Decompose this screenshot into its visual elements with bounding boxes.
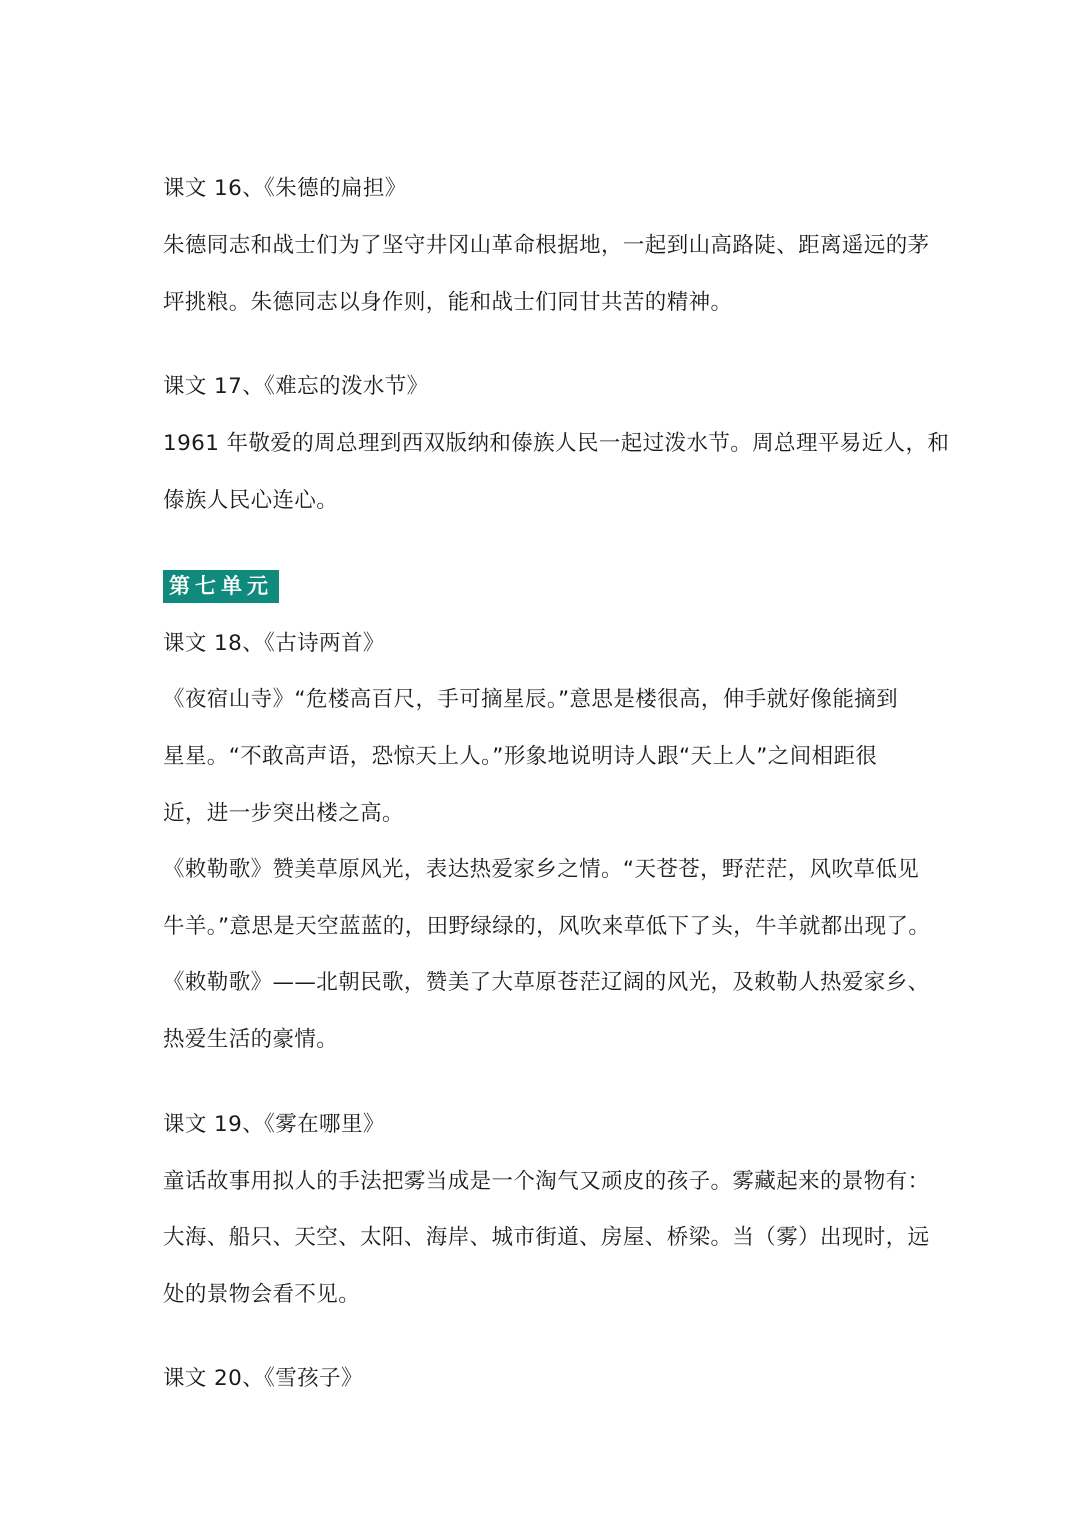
lesson-16-text-line-2: 坪挑粮。朱德同志以身作则，能和战士们同甘共苦的精神。 xyxy=(163,290,733,315)
lesson-18-text-line-2: 星星。“不敢高声语，恐惊天上人。”形象地说明诗人跟“天上人”之间相距很 xyxy=(163,744,878,769)
lesson-17-text-line-1: 1961 年敬爱的周总理到西双版纳和傣族人民一起过泼水节。周总理平易近人，和 xyxy=(163,431,950,456)
lesson-16-title: 课文 16、《朱德的扁担》 xyxy=(163,176,407,201)
lesson-17-text-line-2: 傣族人民心连心。 xyxy=(163,488,339,513)
lesson-18-text-line-3: 近，进一步突出楼之高。 xyxy=(163,801,404,826)
lesson-18-text-line-4: 《敕勒歌》赞美草原风光，表达热爱家乡之情。“天苍苍，野茫茫，风吹草低见 xyxy=(163,857,920,882)
lesson-18-text-line-6: 《敕勒歌》——北朝民歌，赞美了大草原苍茫辽阔的风光，及敕勒人热爱家乡、 xyxy=(163,970,930,995)
lesson-16-text-line-1: 朱德同志和战士们为了坚守井冈山革命根据地，一起到山高路陡、距离遥远的茅 xyxy=(163,233,930,258)
lesson-18-text-line-1: 《夜宿山寺》“危楼高百尺，手可摘星辰。”意思是楼很高，伸手就好像能摘到 xyxy=(163,687,899,712)
lesson-19-text-line-2: 大海、船只、天空、太阳、海岸、城市街道、房屋、桥梁。当（雾）出现时，远 xyxy=(163,1225,930,1250)
unit-7-heading: 第七单元 xyxy=(163,570,279,603)
lesson-18-text-line-5: 牛羊。”意思是天空蓝蓝的，田野绿绿的，风吹来草低下了头，牛羊就都出现了。 xyxy=(163,914,931,939)
lesson-18-title: 课文 18、《古诗两首》 xyxy=(163,631,385,656)
lesson-19-text-line-3: 处的景物会看不见。 xyxy=(163,1282,361,1307)
lesson-19-title: 课文 19、《雾在哪里》 xyxy=(163,1112,385,1137)
lesson-20-title: 课文 20、《雪孩子》 xyxy=(163,1366,363,1391)
lesson-17-title: 课文 17、《难忘的泼水节》 xyxy=(163,374,429,399)
lesson-18-text-line-7: 热爱生活的豪情。 xyxy=(163,1027,339,1052)
lesson-19-text-line-1: 童话故事用拟人的手法把雾当成是一个淘气又顽皮的孩子。雾藏起来的景物有： xyxy=(163,1169,930,1194)
